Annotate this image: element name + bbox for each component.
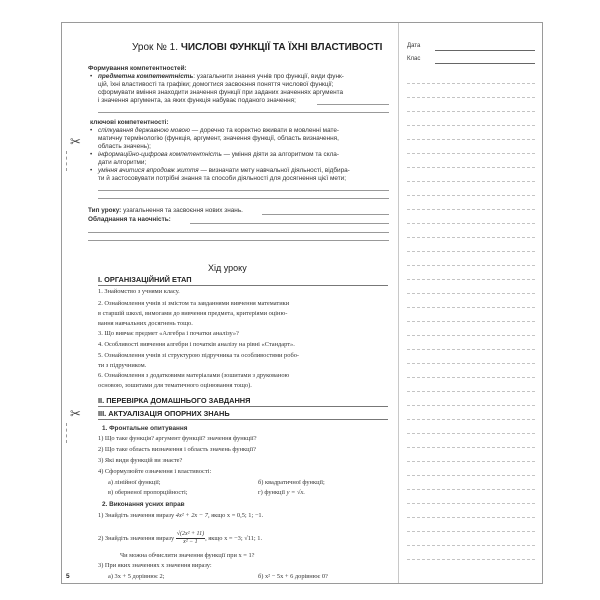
section-rule: [98, 419, 388, 420]
notes-rule: [407, 153, 535, 154]
main-column: [62, 23, 398, 583]
notes-rule: [407, 279, 535, 280]
key-competence-line: дати алгоритми;: [98, 159, 147, 166]
notes-rule: [407, 489, 535, 490]
org-item: 1. Знайомство з учнями класу.: [98, 288, 180, 295]
section-title: І. ОРГАНІЗАЦІЙНИЙ ЕТАП: [98, 275, 192, 284]
org-item: в старшій школі, вимогами до вивчення предмета, критеріями оціню-: [98, 310, 288, 317]
notes-rule: [407, 475, 535, 476]
answer-option: г) функції y = √x.: [258, 489, 305, 496]
org-item: основою, зошитами для тематичного оцінювання тощо).: [98, 382, 252, 389]
notes-rule: [407, 405, 535, 406]
notes-rule: [407, 363, 535, 364]
notes-rule: [407, 391, 535, 392]
section-title: ІІ. ПЕРЕВІРКА ДОМАШНЬОГО ЗАВДАННЯ: [98, 396, 251, 405]
date-field[interactable]: [435, 50, 535, 51]
notes-rule: [407, 461, 535, 462]
notes-rule: [407, 447, 535, 448]
class-label: Клас: [407, 56, 421, 62]
equipment-label: Обладнання та наочність:: [88, 216, 171, 223]
notes-rule: [407, 545, 535, 546]
notes-rule: [407, 139, 535, 140]
question: 3) Які види функцій ви знаєте?: [98, 457, 183, 464]
org-item: 5. Ознайомлення учнів зі структурою підручника та особливостями робо-: [98, 352, 300, 359]
notes-rule: [407, 349, 535, 350]
key-competence-line: область значень);: [98, 143, 151, 150]
document-page: [61, 22, 543, 584]
page-number: 5: [66, 573, 70, 580]
notes-rule: [407, 167, 535, 168]
notes-rule: [407, 251, 535, 252]
subject-competence-line: предметна компетентність: узагальнити знання учнів про функції, види функ-: [98, 73, 344, 80]
exercise: 1) Знайдіть значення виразу 4x² + 2x − 7, якщо x = 0,5; 1; −1.: [98, 512, 264, 519]
question: 1) Що таке функція? аргумент функції? значення функції?: [98, 435, 257, 442]
exercise: 3) При яких значеннях x значення виразу:: [98, 562, 212, 569]
notes-rule: [407, 83, 535, 84]
notes-rule: [407, 307, 535, 308]
lesson-type: Тип уроку: узагальнення та засвоєння нових знань.: [88, 207, 243, 214]
section-rule: [98, 406, 388, 407]
exercise: 2) Знайдіть значення виразу $\frac{\text{√(2x² + 11)}}{\text{x² − 1}}$ , якщо x = −3; √11; 1.: [98, 531, 263, 545]
notes-rule: [407, 223, 535, 224]
subject-competence-line: сформувати вміння знаходити значення функції при заданих значеннях аргумента: [98, 89, 344, 96]
fill-line: [98, 198, 389, 199]
notes-rule: [407, 293, 535, 294]
org-item: ти з підручником.: [98, 362, 147, 369]
key-competencies-heading: ключові компетентності:: [90, 119, 169, 126]
date-label: Дата: [407, 43, 421, 49]
answer-option: а) лінійної функції;: [108, 479, 161, 486]
notes-rule: [407, 531, 535, 532]
notes-rule: [407, 265, 535, 266]
answer-option: а) 3x + 5 дорівнює 2;: [108, 573, 165, 580]
notes-rule: [407, 517, 535, 518]
notes-rule: [407, 433, 535, 434]
notes-rule: [407, 419, 535, 420]
subject-competence-bullet: •: [90, 73, 93, 80]
notes-rule: [407, 503, 535, 504]
answer-option: б) квадратичної функції;: [258, 479, 325, 486]
notes-rule: [407, 181, 535, 182]
scissors-icon: ✂: [70, 406, 81, 421]
fill-line: [190, 223, 389, 224]
org-item: 3. Що вивчає предмет «Алгебра і початки аналізу»?: [98, 330, 239, 337]
fill-line: [262, 214, 389, 215]
key-competence-line: спілкування державною мовою — доречно та коректно вживати в мовленні мате-: [98, 127, 340, 134]
subject-competence-line: цій, їхні властивості та графіки; домогтися засвоєння поняття числової функції;: [98, 81, 334, 88]
fill-line: [88, 232, 389, 233]
key-competence-line: ти й застосовувати потрібні знання та способи діяльності для досягнення цієї мети;: [98, 175, 346, 182]
section-title: ІІІ. АКТУАЛІЗАЦІЯ ОПОРНИХ ЗНАНЬ: [98, 409, 230, 418]
notes-column: [398, 23, 543, 583]
key-competence-line: інформаційно-цифрова компетентність — уміння діяти за алгоритмом та скла-: [98, 151, 339, 158]
org-item: 4. Особливості вивчення алгебри і початків аналізу на рівні «Стандарт».: [98, 341, 295, 348]
course-heading: Хід уроку: [208, 263, 247, 273]
notes-rule: [407, 321, 535, 322]
answer-option: б) x² − 5x + 6 дорівнює 0?: [258, 573, 328, 580]
notes-rule: [407, 237, 535, 238]
notes-rule: [407, 559, 535, 560]
notes-rule: [407, 335, 535, 336]
answer-option: в) оберненої пропорційності;: [108, 489, 188, 496]
key-competence-bullet: •: [90, 127, 93, 134]
fill-line: [98, 112, 389, 113]
key-competence-bullet: •: [90, 151, 93, 158]
org-item: вання навчальних досягнень тощо.: [98, 320, 193, 327]
subsection-title: 2. Виконання усних вправ: [102, 501, 185, 508]
cut-line: [66, 423, 69, 443]
fill-line: [98, 190, 389, 191]
question: 2) Що таке область визначення і область значень функції?: [98, 446, 256, 453]
org-item: 6. Ознайомлення з додатковими матеріалами (зошитами з друкованою: [98, 372, 290, 379]
cut-line: [66, 151, 69, 171]
class-field[interactable]: [435, 63, 535, 64]
notes-rule: [407, 195, 535, 196]
key-competence-bullet: •: [90, 167, 93, 174]
subject-competence-line: і значення аргумента, за яких функція набуває поданого значення;: [98, 97, 296, 104]
org-item: 2. Ознайомлення учнів зі змістом та завданнями вивчення математики: [98, 300, 290, 307]
competencies-heading: Формування компетентностей:: [88, 65, 187, 72]
section-rule: [98, 285, 388, 286]
notes-rule: [407, 97, 535, 98]
lesson-title: Урок № 1. ЧИСЛОВІ ФУНКЦІЇ ТА ЇХНІ ВЛАСТИВОСТІ: [132, 42, 383, 53]
notes-rule: [407, 209, 535, 210]
subsection-title: 1. Фронтальне опитування: [102, 425, 188, 432]
notes-rule: [407, 111, 535, 112]
key-competence-line: матичну термінологію (функція, аргумент, значення функції, область визначення,: [98, 135, 339, 142]
fill-line: [317, 104, 389, 105]
notes-rule: [407, 377, 535, 378]
notes-rule: [407, 125, 535, 126]
question: 4) Сформулюйте означення і властивості:: [98, 468, 212, 475]
key-competence-line: уміння вчитися впродовж життя — визначати мету навчальної діяльності, відбира-: [98, 167, 350, 174]
fill-line: [88, 240, 389, 241]
exercise-note: Чи можна обчислити значення функції при x = 1?: [120, 552, 255, 559]
scissors-icon: ✂: [70, 134, 81, 149]
